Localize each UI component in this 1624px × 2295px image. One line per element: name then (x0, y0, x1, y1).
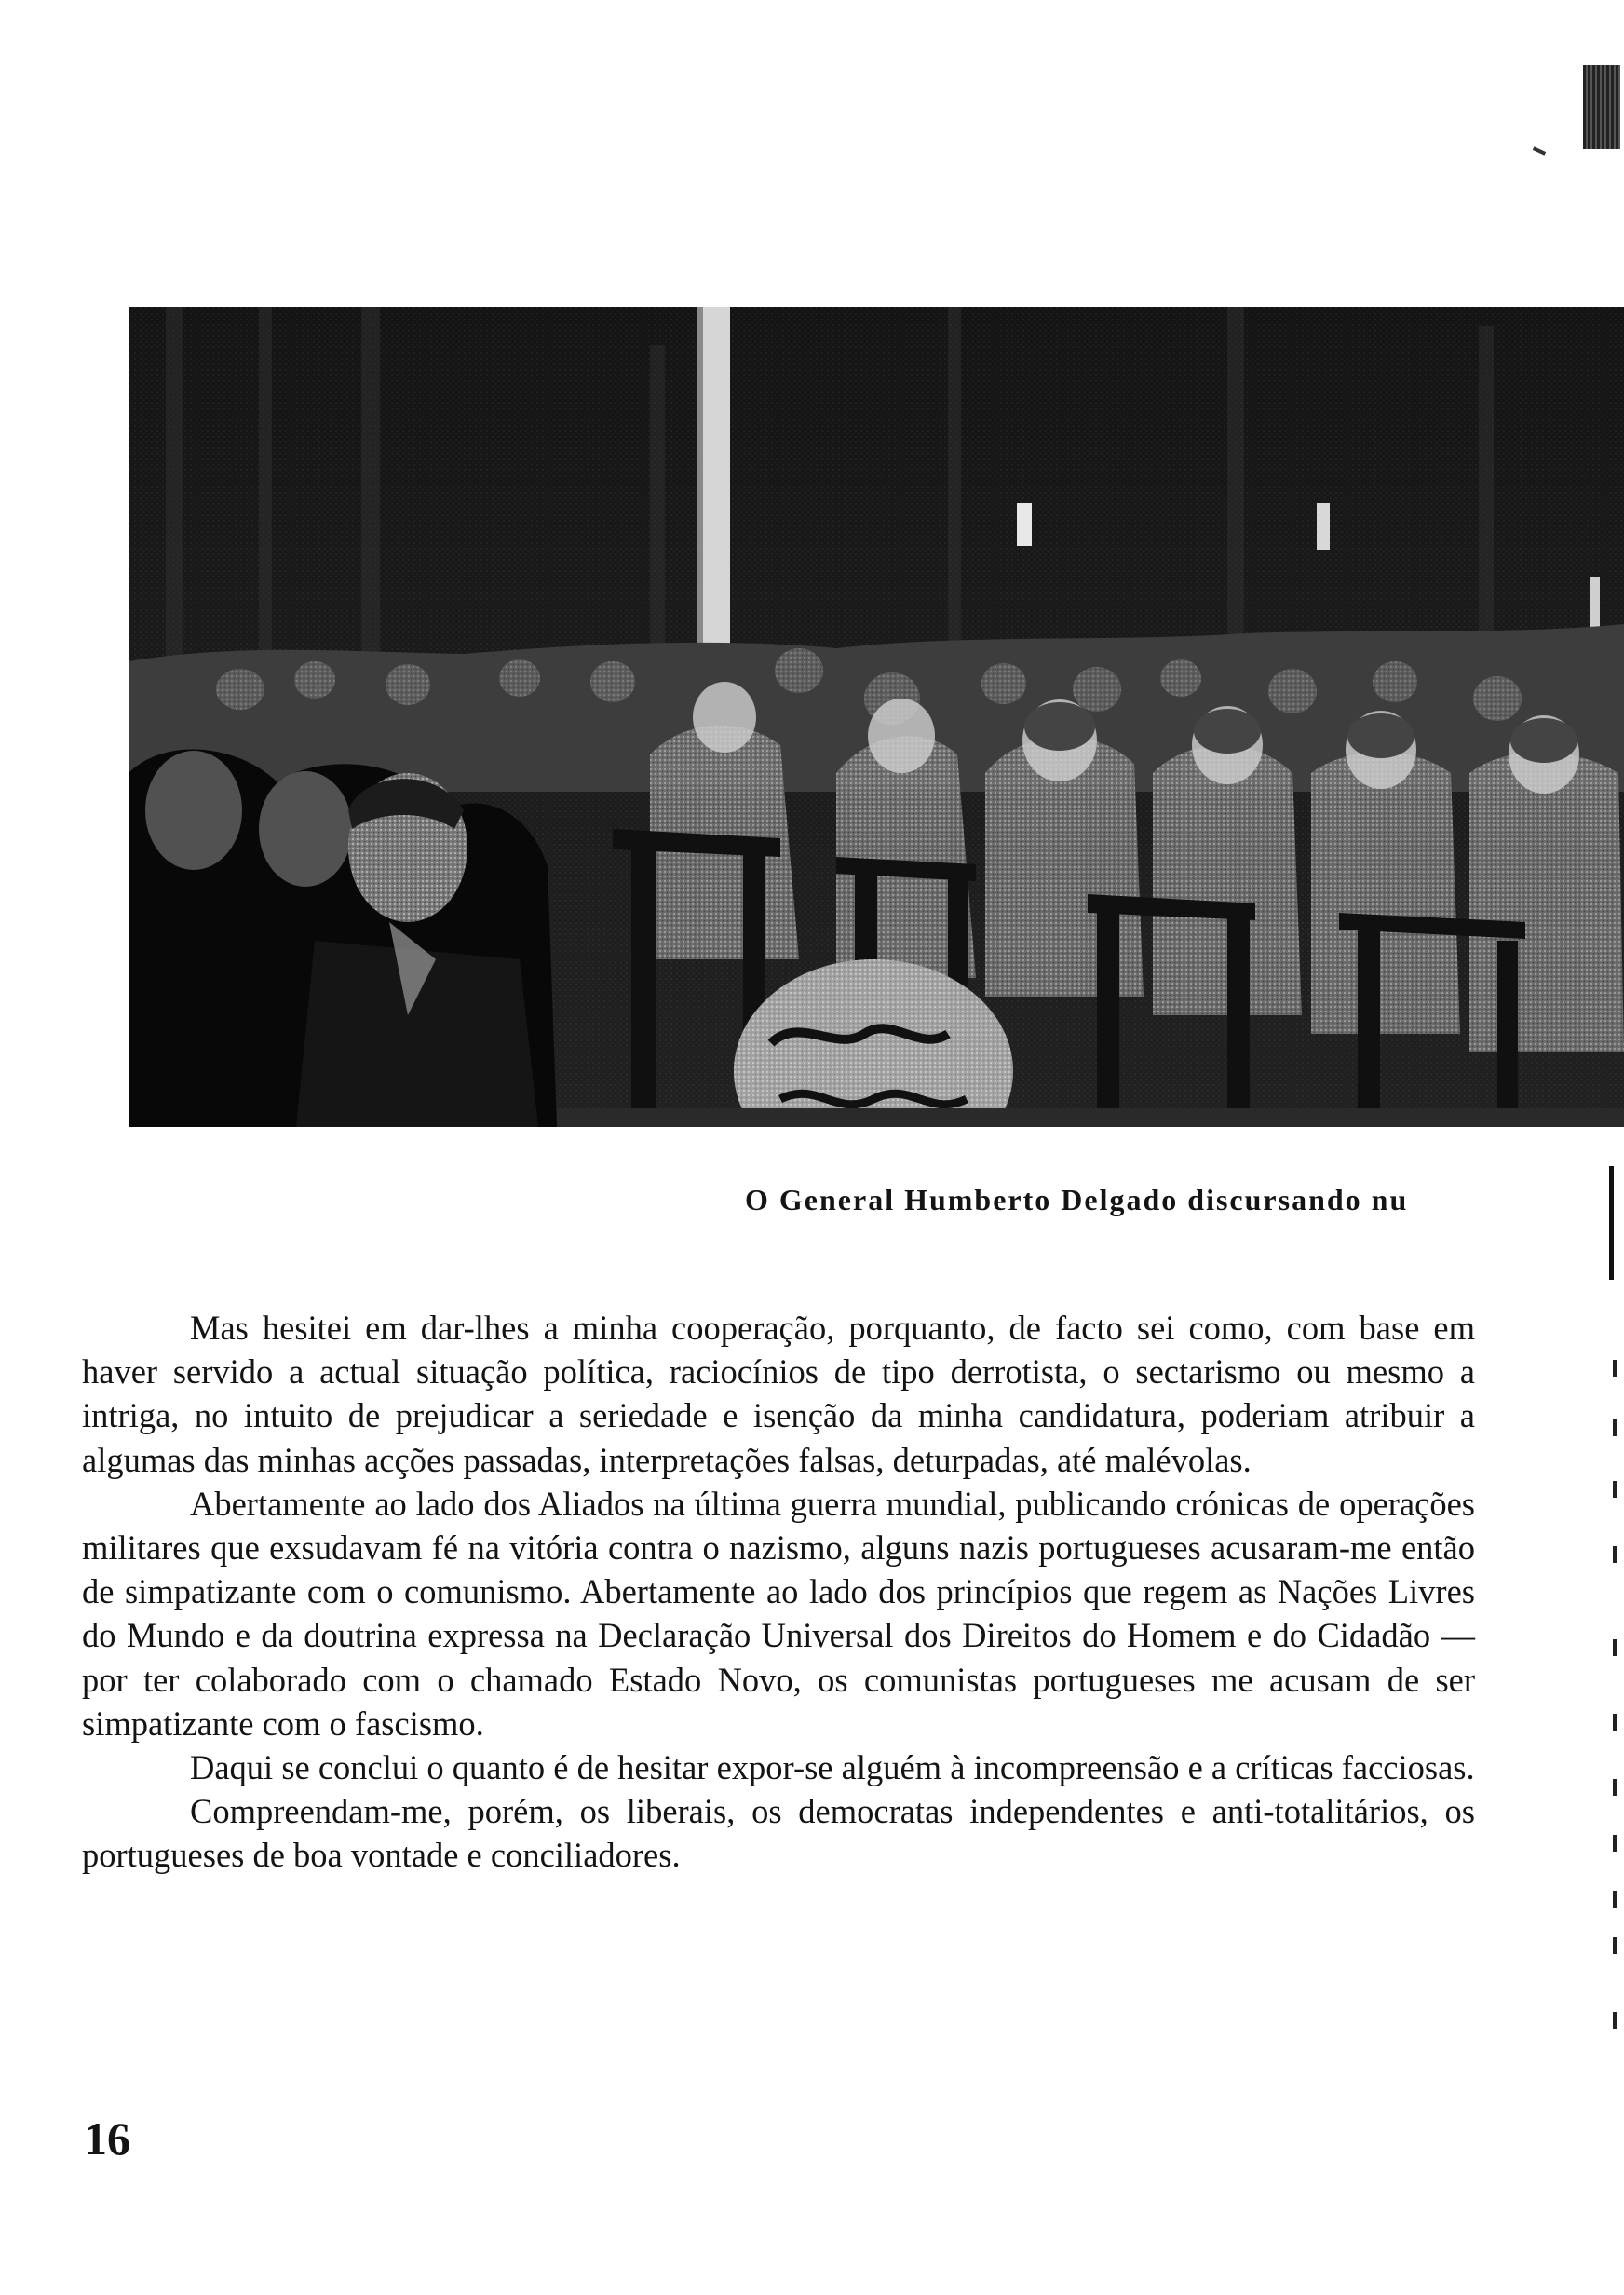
body-text (82, 1306, 1475, 1878)
page-number: 16 (84, 2112, 130, 2165)
page-edge-mark (1583, 65, 1620, 149)
paragraph: Daqui se conclui o quanto é de hesitar expor-se alguém à incompreensão e a críticas facciosas. (190, 1748, 1475, 1787)
paragraph: Compreendam-me, porém, os liberais, os democratas independentes e anti-totalitários, os portugueses de boa vontade e conciliadores. (82, 1792, 1475, 1875)
assembly-photo (129, 307, 1624, 1127)
paragraph: Abertamente ao lado dos Aliados na última guerra mundial, publicando crónicas de operações militares que exsudavam fé na vitória contra o nazismo, alguns nazis portugueses acusaram-me então de simpatizante com o comunismo. Abertamente ao lado dos princípios que regem as Nações Livres do Mundo e da doutrina expressa na Declaração Universal dos Direitos do Homem e do Cidadão — por ter colaborado com o chamado Estado Novo, os comunistas portugueses me acusam de ser simpatizante com o fascismo. (82, 1484, 1475, 1743)
page-edge-speck (1533, 146, 1546, 156)
photo-caption: O General Humberto Delgado discursando nu (745, 1183, 1409, 1216)
facing-page-bleed (1613, 1360, 1624, 2068)
paragraph: Mas hesitei em dar-lhes a minha cooperação, porquanto, de facto sei como, com base em haver servido a actual situação política, raciocínios de tipo derrotista, o sectarismo ou mesmo a intriga, no intuito de prejudicar a seriedade e isenção da minha candidatura, poderiam atribuir a algumas das minhas acções passadas, interpretações falsas, deturpadas, até malévolas. (82, 1309, 1475, 1479)
caption-edge-bar (1609, 1166, 1614, 1280)
